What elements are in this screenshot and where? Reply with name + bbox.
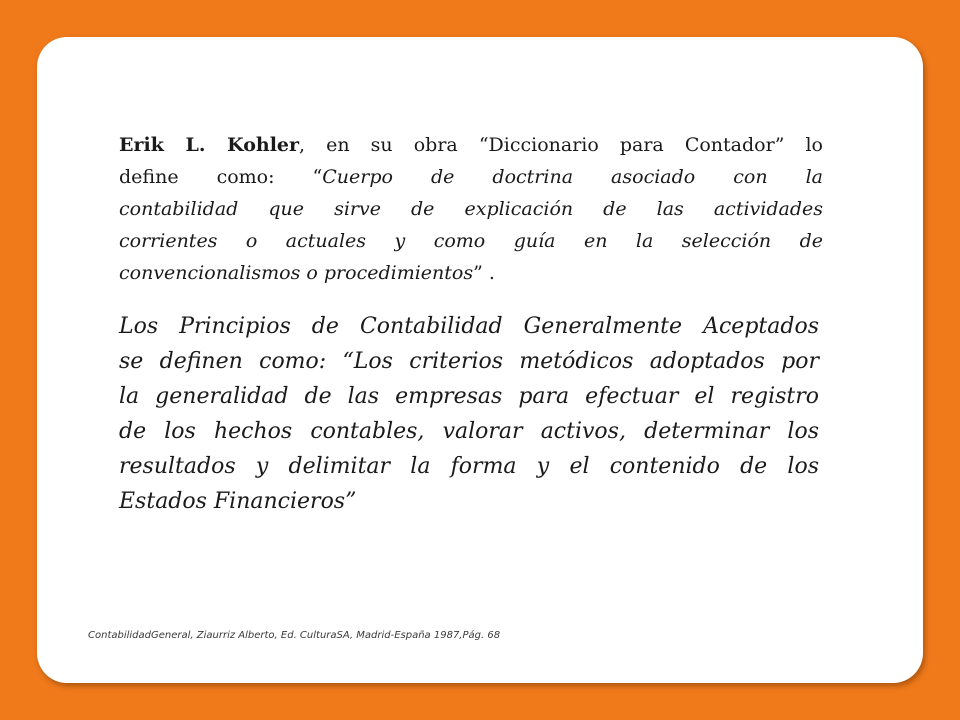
paragraph-line: Los Principios de Contabilidad Generalmente Aceptados — [119, 314, 819, 339]
book-reference-text: , en su obra “Diccionario para Contador” lo — [299, 134, 823, 156]
closing-quote: ” . — [473, 262, 495, 284]
paragraph-line — [119, 161, 823, 193]
slide-card — [37, 37, 923, 683]
paragraph-line: resultados y delimitar la forma y el contenido de los — [119, 454, 819, 479]
definition-text: corrientes o actuales y como guía en la selección de — [119, 230, 823, 252]
define-como-text: define como: “ — [119, 166, 323, 188]
paragraph-line: Estados Financieros” — [119, 489, 357, 514]
definition-text: Cuerpo de doctrina asociado con la — [322, 166, 823, 188]
paragraph-line — [119, 257, 823, 289]
definition-text: convencionalismos o procedimientos — [119, 262, 474, 284]
source-citation: ContabilidadGeneral, Ziaurriz Alberto, Ed. CulturaSA, Madrid-España 1987,Pág. 68 — [88, 630, 501, 641]
paragraph-line: se definen como: “Los criterios metódicos adoptados por — [119, 349, 819, 374]
definition-text: contabilidad que sirve de explicación de las actividades — [119, 198, 823, 220]
paragraph-line: de los hechos contables, valorar activos, determinar los — [119, 419, 819, 444]
pcga-definition-paragraph — [119, 309, 819, 519]
author-name: Erik L. Kohler — [119, 134, 300, 156]
paragraph-line — [119, 129, 823, 161]
paragraph-line: la generalidad de las empresas para efectuar el registro — [119, 384, 819, 409]
kohler-definition-paragraph — [119, 129, 823, 289]
